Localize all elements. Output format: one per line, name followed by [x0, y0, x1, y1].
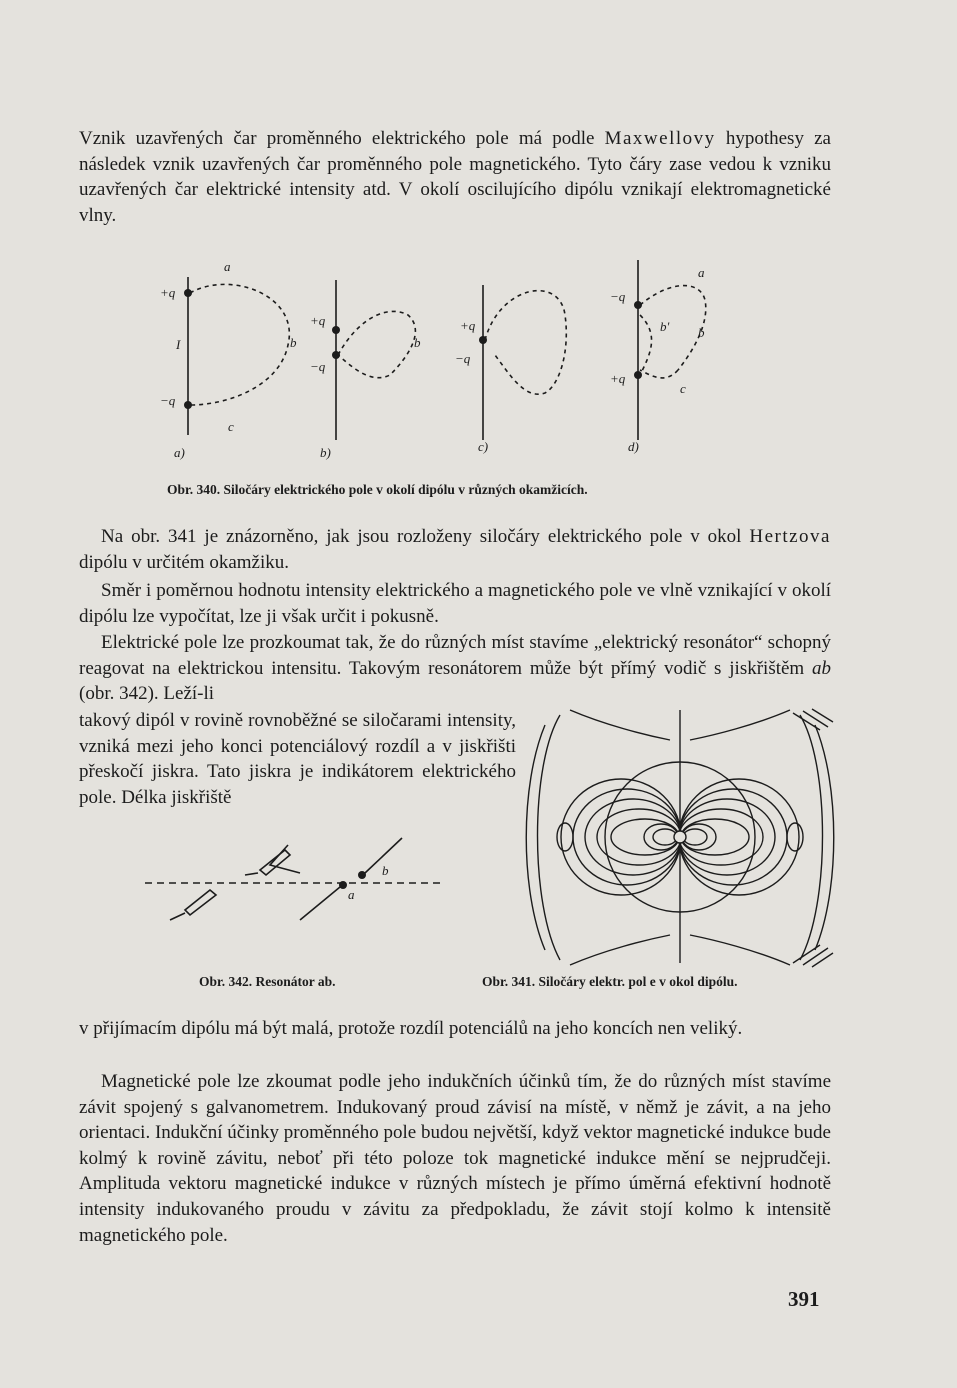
page-number: 391 — [788, 1287, 820, 1311]
point-label: a — [698, 265, 705, 280]
paragraph-maxwell — [79, 126, 831, 228]
paragraph-text: hypothesy za následek vznik uzavřených čar proměnného pole magnetického. Tyto čáry zase vedou k vzniku uzavřených čar elektrické intensity atd. V okolí oscilujícího dipólu vznikají elektromagnetické vlny. — [79, 128, 831, 226]
point-label-a: a — [348, 887, 355, 902]
charge-label: −q — [610, 289, 626, 304]
caption-fig342: Obr. 342. Resonátor ab. — [199, 974, 336, 989]
point-label: b — [290, 335, 297, 350]
figure-341-drawing — [525, 705, 835, 970]
point-label: c — [228, 419, 234, 434]
panel-label-c: c) — [478, 439, 489, 454]
paragraph-resonator-continued: takový dipól v rovině rovnoběžné se siločarami intensity, vzniká mezi jeho konci potenciálový rozdíl a v jiskřišti přeskočí jiskra. Tato jiskra je indikátorem elektrického pole. Délka jiskřiště — [79, 710, 516, 808]
point-label: b' — [660, 319, 670, 334]
figure-342-drawing — [140, 835, 450, 935]
point-label: b — [414, 335, 421, 350]
paragraph-text: (obr. 342). Leží-li — [79, 683, 215, 705]
point-label: c — [680, 381, 686, 396]
charge-label: +q — [460, 318, 476, 333]
charge-label: −q — [455, 351, 471, 366]
charge-label: −q — [310, 359, 326, 374]
point-label: a — [224, 259, 231, 274]
current-label: I — [176, 337, 181, 352]
resonator-label: ab — [812, 657, 831, 679]
paragraph-text: Na obr. 341 je znázorněno, jak jsou rozloženy siločáry elektrického pole v okol — [101, 526, 750, 547]
caption-fig341: Obr. 341. Siločáry elektr. pol e v okol dipólu. — [482, 974, 738, 989]
paragraph-magnetic: Magnetické pole lze zkoumat podle jeho indukčních účinků tím, že do různých míst stavíme závit spojený s galvanometrem. Indukovaný proud závisí na místě, v němž je závit, a na jeho orientaci. Indukční účinky proměnného pole budou největší, když vektor magnetické indukce bude kolmý k rovině závitu, neboť při této poloze tok magnetické indukce mění se nejprudčeji. Amplituda vektoru magnetické indukce v různých místech je přímo úměrná efektivní hodnotě intensity indukovaného proudu v závitu za předpokladu, že závit stojí kolmo k intensitě magnetického pole. — [79, 1071, 831, 1246]
figure-341 — [525, 705, 835, 970]
charge-label: +q — [160, 285, 176, 300]
point-label-b: b — [382, 863, 389, 878]
charge-label: −q — [160, 393, 176, 408]
figure-340 — [150, 255, 710, 465]
paragraph-spark-gap: v přijímacím dipólu má být malá, protože rozdíl potenciálů na jeho koncích nen veliký. — [79, 1018, 743, 1039]
paragraph-hertz — [79, 524, 831, 575]
panel-label-a: a) — [174, 445, 185, 460]
name-hertz: Hertzova — [749, 526, 831, 547]
panel-label-b: b) — [320, 445, 331, 460]
paragraph-text: Vznik uzavřených čar proměnného elektrického pole má podle — [79, 128, 605, 149]
point-label: b — [698, 325, 705, 340]
figure-340-drawing — [150, 255, 710, 465]
name-maxwell: Maxwellovy — [604, 128, 716, 149]
paragraph-resonator — [79, 630, 831, 707]
paragraph-text: Elektrické pole lze prozkoumat tak, že do různých míst stavíme „elektrický resonátor“ schopný reagovat na elektrickou intensitu. Takovým resonátorem může být přímý vodič s jiskřištěm — [79, 632, 831, 679]
charge-label: +q — [310, 313, 326, 328]
panel-label-d: d) — [628, 439, 639, 454]
paragraph-direction: Směr i poměrnou hodnotu intensity elektrického a magnetického pole ve vlně vznikající v okolí dipólu lze vypočítat, lze ji však určit i pokusně. — [79, 580, 831, 627]
paragraph-text: dipólu v určitém okamžiku. — [79, 551, 290, 573]
figure-342 — [140, 835, 450, 935]
caption-fig340: Obr. 340. Siločáry elektrického pole v okolí dipólu v různých okamžicích. — [167, 482, 588, 497]
charge-label: +q — [610, 371, 626, 386]
